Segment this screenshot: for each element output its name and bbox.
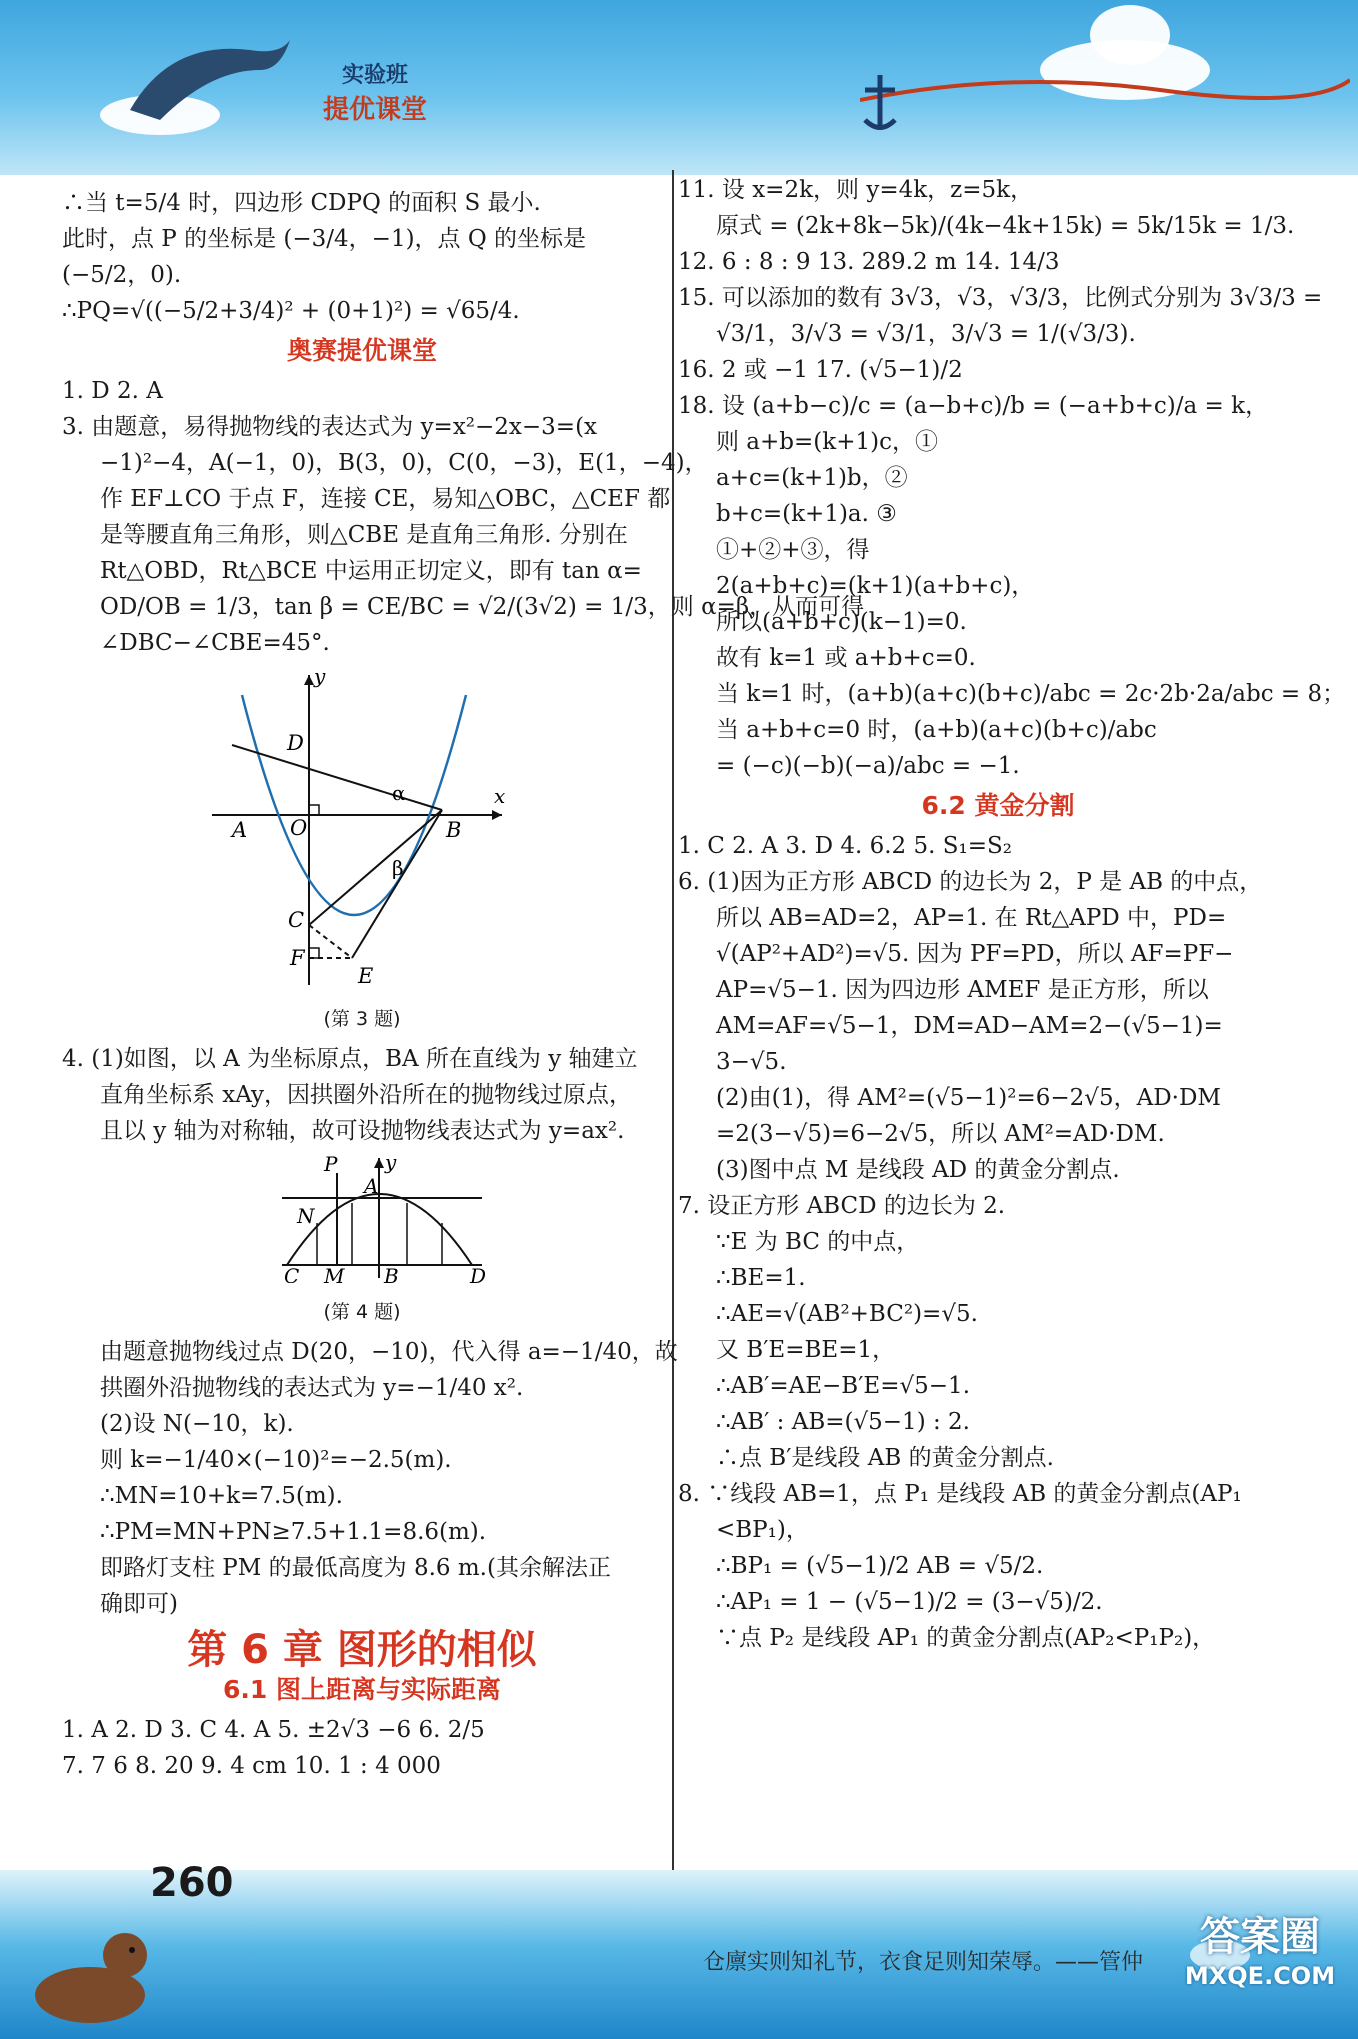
answer-line: ∵点 P₂ 是线段 AP₁ 的黄金分割点(AP₂<P₁P₂)， — [716, 1625, 1216, 1651]
answer-line: ∵E 为 BC 的中点， — [716, 1229, 920, 1255]
label-F: F — [290, 946, 305, 970]
answer-line: 原式 = (2k+8k−5k)/(4k−4k+15k) = 5k/15k = 1/3. — [716, 213, 1295, 239]
answer-line: 1. D 2. A — [62, 378, 163, 404]
text-line: ∴当 t=5/4 时，四边形 CDPQ 的面积 S 最小. — [62, 190, 541, 216]
answer-line: 即路灯支柱 PM 的最低高度为 8.6 m.(其余解法正 — [100, 1555, 611, 1581]
figure-caption: (第 4 题) — [323, 1301, 401, 1323]
answer-line: OD/OB = 1/3，tan β = CE/BC = √2/(3√2) = 1/3，则 α=β，从而可得 — [100, 594, 865, 620]
label-N: N — [297, 1204, 315, 1228]
figure-4 — [62, 1153, 662, 1330]
page-header-banner — [0, 0, 1358, 175]
answer-line: 8. ∵线段 AB=1，点 P₁ 是线段 AB 的黄金分割点(AP₁ — [678, 1481, 1242, 1507]
answer-line: −1)²−4，A(−1，0)，B(3，0)，C(0，−3)，E(1，−4)， — [100, 450, 708, 476]
answer-line: b+c=(k+1)a. ③ — [716, 501, 897, 527]
answer-line: AP=√5−1. 因为四边形 AMEF 是正方形，所以 — [716, 977, 1209, 1003]
answer-line: 4. (1)如图，以 A 为坐标原点，BA 所在直线为 y 轴建立 — [62, 1046, 638, 1072]
answer-line: ∴BP₁ = (√5−1)/2 AB = √5/2. — [716, 1553, 1044, 1579]
arch-diagram — [62, 1153, 662, 1283]
dolphin-icon — [120, 30, 300, 130]
parabola-diagram — [62, 665, 662, 990]
answer-line: 6. (1)因为正方形 ABCD 的边长为 2，P 是 AB 的中点， — [678, 869, 1263, 895]
answer-line: 1. C 2. A 3. D 4. 6.2 5. S₁=S₂ — [678, 833, 1012, 859]
answer-line: 且以 y 轴为对称轴，故可设抛物线表达式为 y=ax². — [100, 1118, 625, 1144]
section-title: 奥赛提优课堂 — [286, 336, 437, 365]
sea-lion-icon — [20, 1910, 160, 2030]
answer-line: ①+②+③，得 — [716, 537, 870, 563]
label-alpha: α — [392, 781, 406, 805]
answer-line: 故有 k=1 或 a+b+c=0. — [716, 645, 976, 671]
label-x: x — [494, 784, 506, 808]
column-divider — [672, 170, 674, 1900]
answer-line: 16. 2 或 −1 17. (√5−1)/2 — [678, 357, 963, 383]
label-A: A — [232, 818, 248, 842]
answer-line: 3−√5. — [716, 1049, 787, 1075]
cloud-decoration — [1090, 5, 1170, 65]
label-C: C — [284, 1264, 300, 1283]
label-O: O — [290, 816, 308, 840]
answer-line: ∴AP₁ = 1 − (√5−1)/2 = (3−√5)/2. — [716, 1589, 1103, 1615]
label-beta: β — [392, 856, 404, 880]
label-C: C — [288, 908, 305, 932]
label-y: y — [314, 665, 326, 688]
chapter-title: 第 6 章 图形的相似 — [187, 1627, 537, 1673]
answer-line: (2)设 N(−10，k). — [100, 1411, 294, 1437]
answer-line: 是等腰直角三角形，则△CBE 是直角三角形. 分别在 — [100, 522, 628, 548]
text-line: ∴PQ=√((−5/2+3/4)² + (0+1)²) = √65/4. — [62, 298, 520, 324]
answer-line: 3. 由题意，易得抛物线的表达式为 y=x²−2x−3=(x — [62, 414, 598, 440]
answer-line: (2)由(1)，得 AM²=(√5−1)²=6−2√5，AD·DM — [716, 1085, 1221, 1111]
answer-line: 12. 6 : 8 : 9 13. 289.2 m 14. 14/3 — [678, 249, 1060, 275]
answer-line: 1. A 2. D 3. C 4. A 5. ±2√3 −6 6. 2/5 — [62, 1717, 485, 1743]
text-line: (−5/2，0). — [62, 262, 182, 288]
answer-line: ∴BE=1. — [716, 1265, 806, 1291]
answer-line: 所以(a+b+c)(k−1)=0. — [716, 609, 967, 635]
section-title: 6.2 黄金分割 — [921, 791, 1075, 820]
section-title: 6.1 图上距离与实际距离 — [223, 1675, 501, 1704]
label-y: y — [385, 1153, 397, 1174]
answer-line: ∴AB′=AE−B′E=√5−1. — [716, 1373, 970, 1399]
answer-line: Rt△OBD，Rt△BCE 中运用正切定义，即有 tan α= — [100, 558, 642, 584]
answer-line: 作 EF⊥CO 于点 F，连接 CE，易知△OBC，△CEF 都 — [100, 486, 671, 512]
site-watermark — [1170, 1905, 1350, 1990]
label-D: D — [287, 731, 304, 755]
footer-quote: 仓廪实则知礼节，衣食足则知荣辱。——管仲 — [703, 1950, 1144, 1975]
label-D: D — [470, 1264, 487, 1283]
label-B: B — [384, 1264, 399, 1283]
answer-line: 15. 可以添加的数有 3√3，√3，√3/3，比例式分别为 3√3/3 = — [678, 285, 1323, 311]
answer-line: ∴点 B′是线段 AB 的黄金分割点. — [716, 1445, 1054, 1471]
label-P: P — [324, 1153, 338, 1176]
brand-logo — [300, 58, 450, 126]
label-A: A — [364, 1174, 379, 1198]
answer-line: = (−c)(−b)(−a)/abc = −1. — [716, 753, 1020, 779]
answer-line: 所以 AB=AD=2，AP=1. 在 Rt△APD 中，PD= — [716, 905, 1227, 931]
answer-line: 当 a+b+c=0 时，(a+b)(a+c)(b+c)/abc — [716, 717, 1157, 743]
anchor-rope-icon — [860, 60, 1350, 140]
answer-line: 18. 设 (a+b−c)/c = (a−b+c)/b = (−a+b+c)/a = k， — [678, 393, 1269, 419]
answer-line: √3/1，3/√3 = √3/1，3/√3 = 1/(√3/3). — [716, 321, 1136, 347]
answer-line: 2(a+b+c)=(k+1)(a+b+c)， — [716, 573, 1035, 599]
watermark-top: 答案圈 — [1200, 1914, 1320, 1960]
answer-line: 拱圈外沿抛物线的表达式为 y=−1/40 x². — [100, 1375, 524, 1401]
answer-line: AM=AF=√5−1，DM=AD−AM=2−(√5−1)= — [716, 1013, 1223, 1039]
answer-line: =2(3−√5)=6−2√5，所以 AM²=AD·DM. — [716, 1121, 1165, 1147]
answer-line: 7. 7 6 8. 20 9. 4 cm 10. 1 : 4 000 — [62, 1753, 441, 1779]
label-M: M — [324, 1264, 345, 1283]
right-column — [678, 172, 1346, 1656]
answer-line: 又 B′E=BE=1， — [716, 1337, 896, 1363]
watermark-bottom: MXQE.COM — [1184, 1962, 1336, 1990]
answer-line: ∴AB′ : AB=(√5−1) : 2. — [716, 1409, 970, 1435]
label-E: E — [358, 964, 374, 988]
answer-line: a+c=(k+1)b，② — [716, 465, 908, 491]
answer-line: ∠DBC−∠CBE=45°. — [100, 630, 330, 656]
answer-line: ∴MN=10+k=7.5(m). — [100, 1483, 343, 1509]
answer-line: (3)图中点 M 是线段 AD 的黄金分割点. — [716, 1157, 1120, 1183]
answer-line: 由题意抛物线过点 D(20，−10)，代入得 a=−1/40，故 — [100, 1339, 678, 1365]
answer-line: <BP₁)， — [716, 1517, 809, 1543]
brand-line2: 提优课堂 — [322, 95, 427, 125]
label-B: B — [446, 818, 462, 842]
answer-line: √(AP²+AD²)=√5. 因为 PF=PD，所以 AF=PF− — [716, 941, 1234, 967]
answer-line: 确即可) — [100, 1591, 178, 1617]
answer-line: 7. 设正方形 ABCD 的边长为 2. — [678, 1193, 1006, 1219]
answer-line: 直角坐标系 xAy，因拱圈外沿所在的抛物线过原点， — [100, 1082, 632, 1108]
brand-line1: 实验班 — [341, 63, 408, 88]
page-number: 260 — [150, 1860, 234, 1906]
answer-line: ∴AE=√(AB²+BC²)=√5. — [716, 1301, 978, 1327]
answer-line: ∴PM=MN+PN≥7.5+1.1=8.6(m). — [100, 1519, 487, 1545]
answer-line: 11. 设 x=2k，则 y=4k，z=5k， — [678, 177, 1034, 203]
answer-line: 则 a+b=(k+1)c，① — [716, 429, 938, 455]
answer-line: 则 k=−1/40×(−10)²=−2.5(m). — [100, 1447, 452, 1473]
answer-line: 当 k=1 时，(a+b)(a+c)(b+c)/abc = 2c·2b·2a/abc = 8； — [716, 681, 1346, 707]
text-line: 此时，点 P 的坐标是 (−3/4，−1)，点 Q 的坐标是 — [62, 226, 587, 252]
figure-3 — [62, 665, 662, 1037]
figure-caption: (第 3 题) — [323, 1008, 401, 1030]
